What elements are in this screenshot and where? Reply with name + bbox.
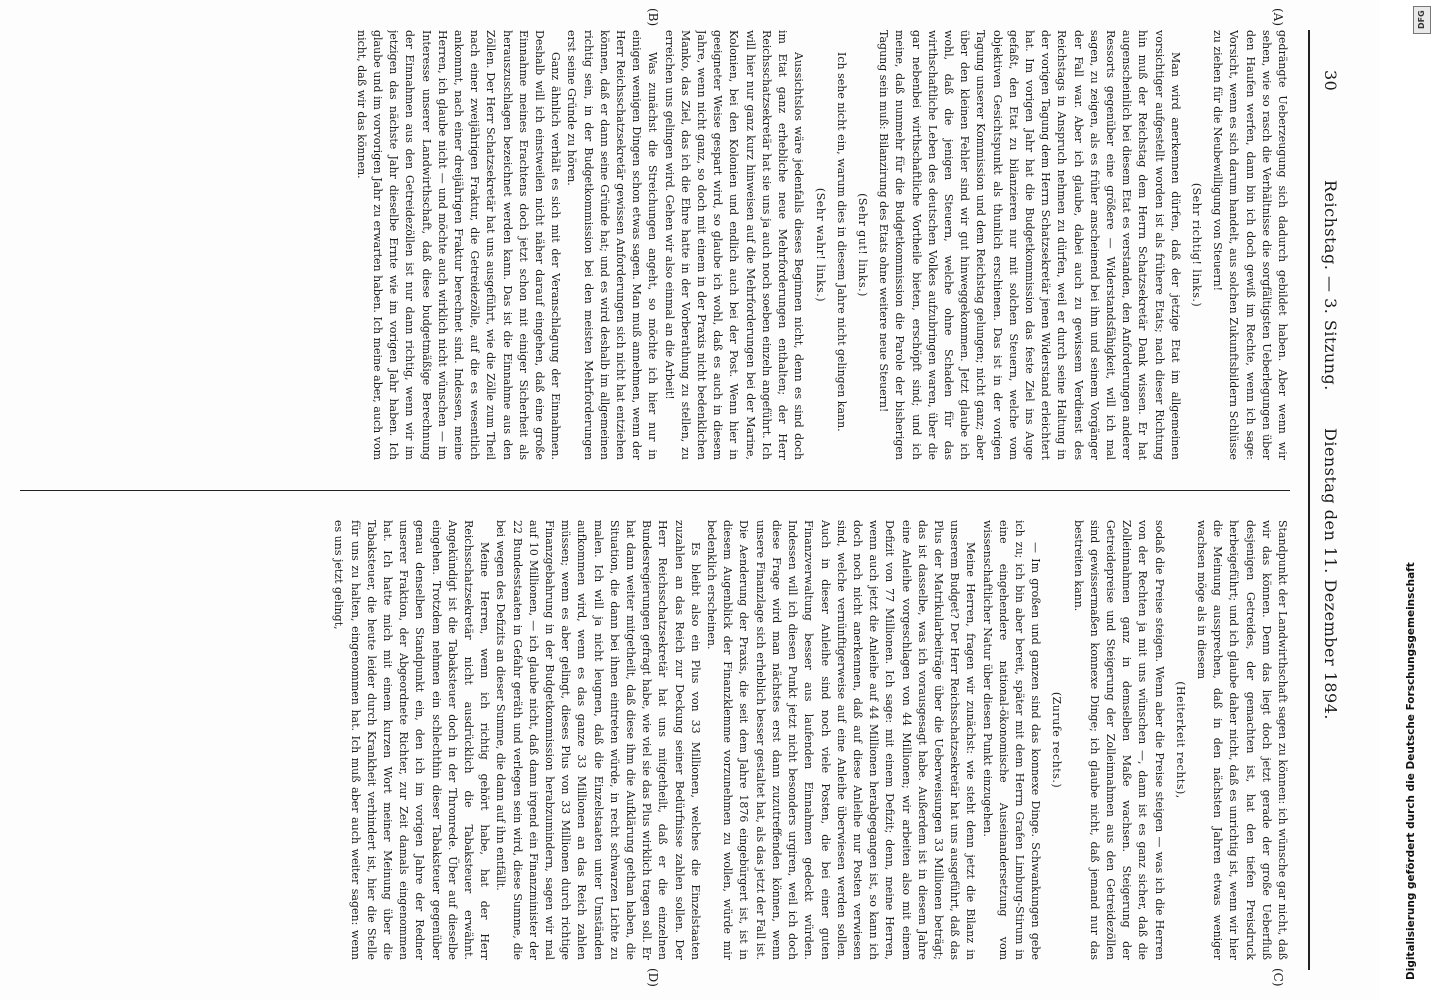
running-header [1308,30,1350,970]
paragraph: Was zunächst die Streichungen angeht, so möchte ich hier nur in einigen wenigen Dingen schon etwas sagen. Man muß annehmen, wenn der Herr Reichsschatzsekretär gewissen Anforderungen sich nicht hat entziehen können, daß er dann seine Gründe hat; und es wird deshalb im allgemeinen richtig sein, in der Budgetkommission bei den meisten Mehrforderungen erst seine Gründe zu hören. [565,30,660,460]
interjection: (Sehr richtig! links.) [1189,182,1203,308]
text-column-right [20,520,1290,960]
header-date: Dienstag den 11. Dezember 1894. [1321,428,1340,720]
header-session: Reichstag. — 3. Sitzung. [1321,180,1340,391]
paragraph: sodaß die Preise steigen. Wenn aber die Preise steigen — was ich die Herren von der Rechten ja mit uns wünschen —, dann ist es ganz sicher, daß die Zolleinnahmen ganz in demselben Maße wachsen. Steigerung der Getreidepreise und Steigerung der Zolleinnahmen aus den Getreidezöllen sind gewissermaßen konnexe Dinge; ich glaube nicht, daß jemand nur das bestreiten kann. [1071,520,1166,960]
digitization-credit: Digitalisierung gefördert durch die Deutsche Forschungsgemeinschaft [1405,562,1417,980]
paragraph: Man wird anerkennen dürfen, daß der jetzige Etat im allgemeinen vorsichtiger aufgestellt worden ist als frühere Etats; nach dieser Richtung hin muß der Reichstag dem Herrn Schatzsekretär Dank wissen. Er hat augenscheinlich bei diesem Etat es verstanden, den Anforderungen anderer Ressorts gegenüber eine größere — Widerstandsfähigkeit, will ich mal sagen, zu zeigen, als es früher anscheinend bei ihm und seinem Vorgänger der Fall war. Aber ich glaube, dabei auch zu gewissem Verdienst des Reichstags in Anspruch nehmen zu dürfen, weil er durch seine Haltung in der vorigen Tagung dem Herrn Schatzsekretär jenen Widerstand erleichtert hat. Im vorigen Jahr hat die Budgetkommission das feste Ziel ins Auge gefaßt, den Etat zu bilanzieren nur mit solchen Steuern, welche vom objektiven Gesichtspunkt als thunlich erschienen. Das ist in der vorigen Tagung unserer Kommission und dem Reichstag gelungen; nicht ganz; aber über den kleinen Fehler sind wir gut hinweggekommen. Jetzt glaube ich wohl, daß die jenigen Steuern, welche ohne Schaden für das wirthschaftliche Leben des deutschen Volkes aufzubringen waren, über die gar nebenbei wirthschaftliche Vortheile bieten, erschöpft sind; und ich meine, daß nunmehr für die Budgetkommission die Parole der bisherigen Tagung sein muß: Bilanzirung des Etats ohne weitere neue Steuern! [877,30,1182,460]
paragraph: — Im großen und ganzen sind das konnexe Dinge. Schwankungen gebe ich zu; ich bin aber bereit, später mit dem Herrn Grafen Limburg-Stirum in eine eingehendere national-ökonomische Auseinandersetzung vom wissenschaftlicher Natur über diesen Punkt einzugehen. [980,520,1043,960]
paragraph: Ich sehe nicht ein, warum dies in diesem Jahre nicht gelingen kann. [834,52,848,432]
dfg-logo: DFG [1413,6,1431,34]
interjection: (Sehr wahr! links.) [813,187,827,303]
column-divider [20,490,1290,491]
interjection: (Heiterkeit rechts), [1173,681,1187,799]
margin-marker-b: (B) [646,8,660,27]
margin-marker-c: (C) [1271,968,1285,987]
paragraph: Standpunkt der Landwirthschaft sagen zu können: ich wünsche gar nicht, daß wir das können. Denn das liegt doch jetzt gerade der große Ueberfluß desjenigen Getreides, der gemachten ist, hat den tiefen Preisdruck herbeigeführt; und ich glaube daher nicht, daß es unrichtig ist, wenn wir hier die Meinung aussprechen, daß in den nächsten Jahren etwas weniger wachsen möge als in diesem [1194,520,1289,960]
margin-marker-d: (D) [646,968,660,987]
paragraph: Es bleibt also ein Plus von 33 Millionen, welches die Einzelstaaten zuzahlen an das Reich zur Deckung seiner Bedürfnisse zahlen sollen. Der Herr Reichsschatzsekretär hat uns mitgetheilt, daß er die einzelnen Bundesregierungen gefragt habe, wie viel sie das Plus wirklich tragen soll. Er hat dann weiter mitgetheilt, daß diese ihm die Aufklärung gethan haben, die Situation, die dann bei ihnen eintreten würde, in recht schwarzen Lichte zu malen. Ich will ja nicht leugnen, daß die Einzelstaaten unter Umständen aufkommen wird, wenn es das ganze 33 Millionen an das Reich zahlen müssen; wenn es aber gelingt, dieses Plus von 33 Millionen durch richtige Finanzgebahrung in der Budgetkommission herabzumindern, sagen wir mal auf 10 Millionen, — ich glaube nicht, daß dann irgend ein Finanzminister der 22 Bundesstaaten in Gefahr geräth und verlegen sein wird, diese Summe, die bei wegen des Defizits an dieser Summe, die dann auf ihn entfällt. [494,520,702,960]
paragraph: Meine Herren, fragen wir zunächst: wie steht denn jetzt die Bilanz in unserem Budget? Der Herr Reichsschatzsekretär hat uns ausgeführt, daß das Plus der Matrikularbeiträge über die Ueberweisungen 33 Millionen beträgt; das ist dasselbe, was ich vorausgesagt habe. Außerdem ist in diesem Jahre eine Anleihe vorgeschlagen von 44 Millionen; wir arbeiten also mit einem Defizit von 77 Millionen. Ich sage: mit einem Defizit; denn, meine Herren, wenn auch jetzt die Anleihe auf 44 Millionen herabgegangen ist, so kann ich doch noch nicht anerkennen, daß auf diese Anleihe nur Posten verwiesen sind, welche vernünftigerweise auf eine Anleihe überwiesen werden sollen. Auch in dieser Anleihe sind noch viele Posten, die bei einer guten Finanzverwaltung besser aus laufenden Einnahmen gedeckt würden. Indessen will ich diesen Punkt jetzt nicht besonders urgiren, weil ich doch diese Frage wird man nächstes erst dann zuzutreffenden können, wenn unsere Finanzlage sich erheblich besser gestaltet hat, als das jetzt der Fall ist. Die Aenderung der Praxis, die seit dem Jahre 1876 eingebürgert ist, ist in diesem Augenblick der Finanzklemme vorzunehmen zu wollen, würde mir bedenklich erscheinen. [705,520,978,960]
interjection: (Zurufe rechts.) [1050,691,1064,789]
paragraph: gedrängte Ueberzeugung sich dadurch gebildet haben. Aber wenn wir sehen, wie so rasch die Verhältnisse die sorgfältigsten Ueberlegungen über den Haufen werfen, dann bin ich doch gewiß im Rechte, wenn ich sage: Vorsicht, wenn es sich darum handelt, aus solchen Zukunftsbildern Schlüsse zu ziehen für die Neubewilligung von Steuern! [1211,30,1289,460]
paragraph: Ganz ähnlich verhält es sich mit der Veranschlagung der Einnahmen. Deshalb will ich einstweilen nicht näher darauf eingehen, daß eine große Einnahme meines Erachtens doch jetzt schon mit einiger Sicherheit als herauszuschlagen bezeichnet werden kann. Das ist die Einnahme aus den Zöllen. Der Herr Schatzsekretär hat uns ausgeführt, wie die Zölle zum Theil nach einer zweijährigen Fraktur, die Getreidezölle, auf die es wesentlich ankommt, nach einer dreijährigen Fraktur berechnet sind. Indessen, meine Herren, ich glaube nicht — und möchte auch wirklich nicht wünschen — im Interesse unserer Landwirthschaft, daß diese budgetmäßige Berechnung der Einnahmen aus den Getreidezöllen ist nur dann richtig, wenn wir im jetzigen das nächste Jahr dieselbe Ernte wie im vorigen Jahr haben. Ich glaube und im vorvorigen Jahr zu erwarten haben. Ich meine aber, auch vom nicht, daß wir das können. [354,30,563,460]
text-column-left [20,30,1290,460]
paragraph: Meine Herren, wenn ich richtig gehört habe, hat der Herr Reichsschatzsekretär nicht ausdrücklich die Tabaksteuer erwähnt. Angekündigt ist die Tabaksteuer doch in der Thronrede. Über auf dieselbe eingehen. Trotzdem nehmen ein schlechthin dieser Tabaksteuer gegenüber genau denselben Standpunkt ein, den ich im vorigen Jahre der Redner unserer Fraktion, der Abgeordnete Richter, zur Zeit damals eingenommen hat. Ich hatte mich mit einem kurzen Wort meiner Meinung über die Tabaksteuer, die heute leider durch Krankheit verhindert ist, hier die Stelle für uns zu halten, eingenommen hat. Ich muß aber auch weiter sagen: wenn es uns jetzt gelingt, [332,520,492,960]
paragraph: Aussichtslos wäre jedenfalls dieses Beginnen nicht, denn es sind doch im Etat ganz erhebliche neue Mehrforderungen enthalten; der Herr Reichsschatzsekretär hat sie uns ja auch noch soeben einzeln angeführt. Ich will hier nur ganz kurz hinweisen auf die Mehrforderungen bei der Marine, Kolonien, bei den Kolonien und endlich auch bei der Post. Wenn hier in geeigneter Weise gespart wird, so glaube ich wohl, daß es auch in diesem Jahre, wenn nicht ganz, so doch mit einem in der Praxis nicht bedenklichen Manko, das Ziel, das ich die Ehre hatte in der Vorberathung zu stellen, zu erreichen uns gelingen wird. Gehen wir also einmal an die Arbeit! [662,30,806,460]
page-number: 30 [1321,70,1340,92]
interjection: (Sehr gut! links.) [855,193,869,297]
margin-marker-a: (A) [1271,8,1285,27]
